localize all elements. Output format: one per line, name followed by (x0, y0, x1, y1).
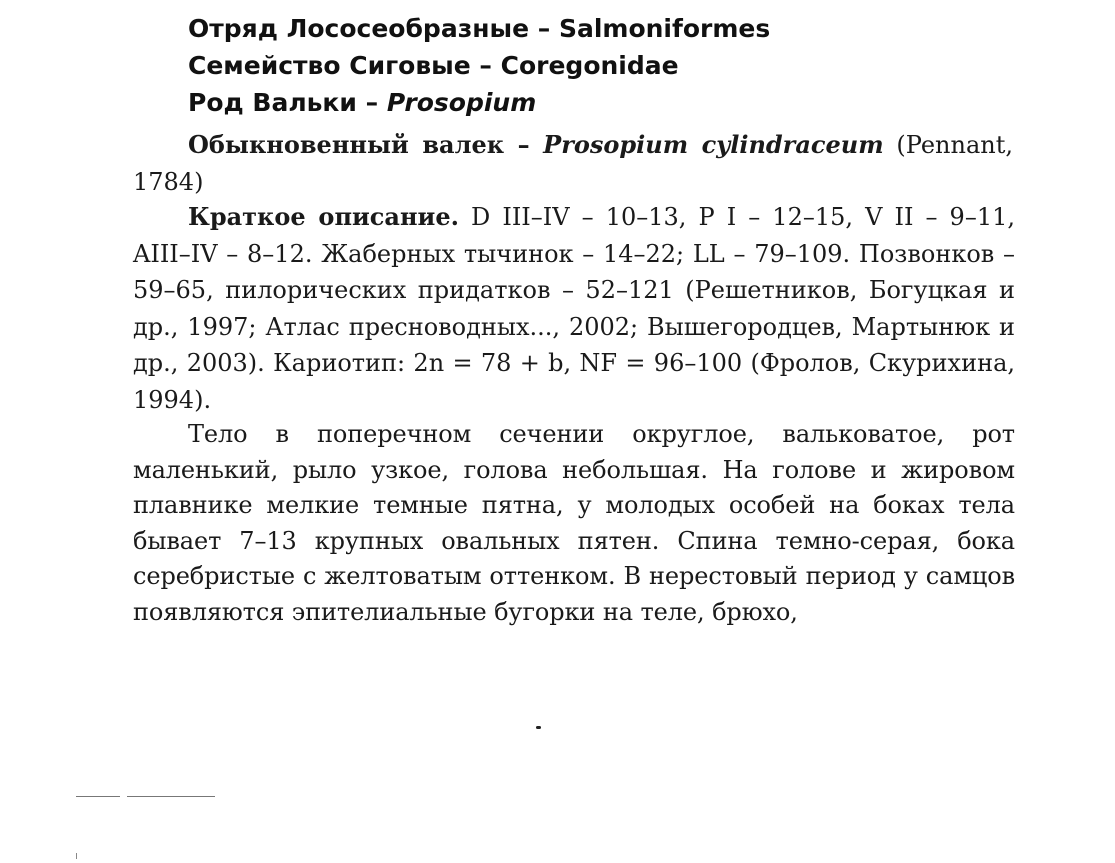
scan-artifact-tick (76, 853, 77, 859)
body-paragraph (133, 417, 1015, 631)
scan-artifact-line (76, 796, 120, 797)
genus-prefix: Род Вальки – (188, 88, 387, 117)
short-description (133, 199, 1015, 418)
order-heading (188, 12, 770, 46)
genus-latin: Prosopium (386, 88, 537, 117)
family-heading (188, 49, 679, 83)
genus-heading (188, 86, 536, 120)
species-author-year: (Pennant, 1784) (133, 131, 1014, 196)
species-name-latin: Prosopium cylindraceum (543, 130, 884, 159)
description-heading: Краткое описание. (188, 202, 459, 231)
description-text: D III–IV – 10–13, P I – 12–15, V II – 9–11, AIII–IV – 8–12. Жаберных тычинок – 14–22; LL – 79–109. Позвонков – 59–65, пилорических придатков – 52–121 (Решетников, Богуцкая и др., 1997; Атлас пресноводных..., 2002; Вышегородцев, Мартынюк и др., 2003). Кариотип: 2n = 78 + b, NF = 96–100 (Фролов, Скурихина, 1994). (133, 203, 1015, 414)
scan-artifact-line (127, 796, 215, 797)
order-text: Отряд Лососеобразные – Salmoniformes (188, 14, 771, 43)
species-name-ru: Обыкновенный валек – (188, 130, 544, 159)
scan-speck (536, 726, 541, 729)
family-text: Семейство Сиговые – Coregonidae (188, 51, 679, 80)
species-heading (133, 126, 1013, 201)
body-text: Тело в поперечном сечении округлое, вальковатое, рот маленький, рыло узкое, голова небольшая. На голове и жировом плавнике мелкие темные пятна, у молодых особей на боках тела бывает 7–13 крупных овальных пятен. Спина темно-серая, бока серебристые с желтоватым оттенком. В нерестовый период у самцов появляются эпителиальные бугорки на теле, брюхо, (133, 420, 1015, 626)
